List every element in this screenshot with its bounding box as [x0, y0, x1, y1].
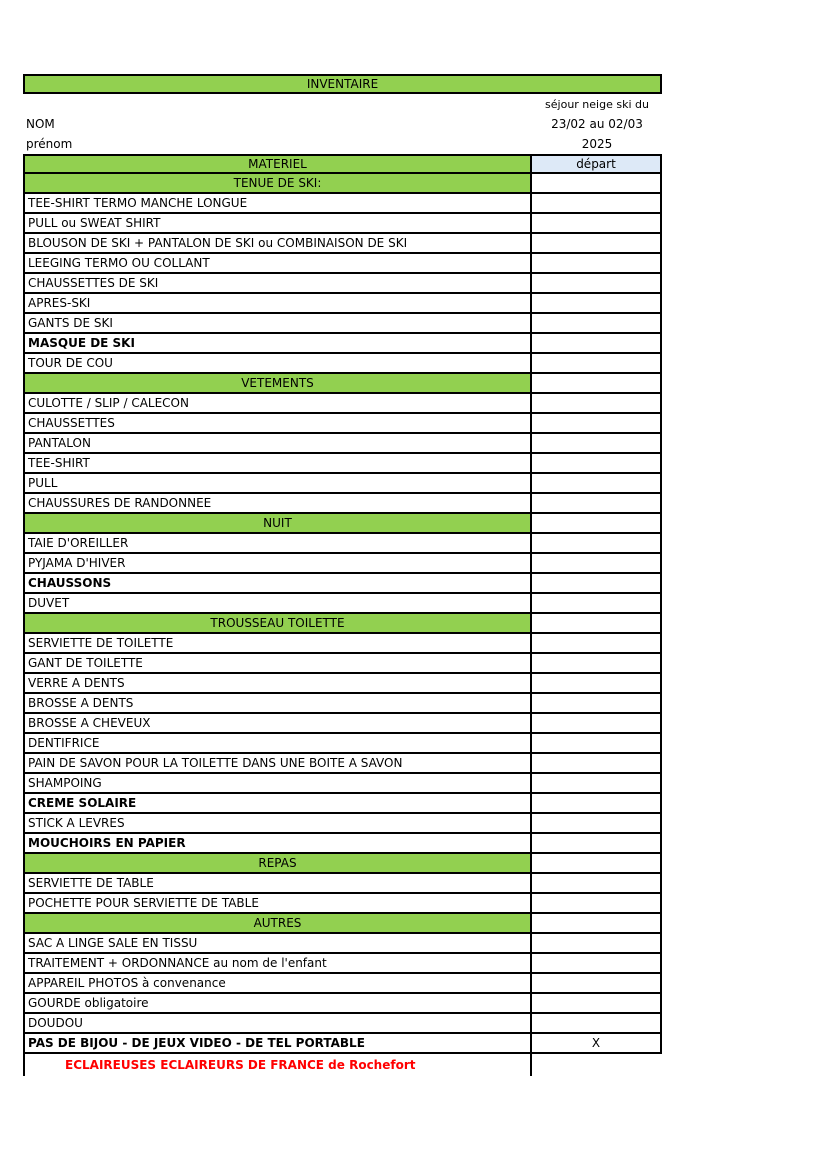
sejour-line-2: 23/02 au 02/03: [551, 117, 643, 131]
item-row: [23, 794, 662, 814]
depart-check-cell[interactable]: [532, 294, 662, 314]
item-row: [23, 654, 662, 674]
depart-check-cell[interactable]: [532, 374, 662, 394]
depart-header: départ: [532, 154, 662, 174]
item-label: DUVET: [23, 594, 532, 614]
depart-check-cell[interactable]: [532, 554, 662, 574]
item-label: SERVIETTE DE TABLE: [23, 874, 532, 894]
item-row: [23, 414, 662, 434]
item-label: CHAUSSETTES: [23, 414, 532, 434]
item-row: [23, 974, 662, 994]
page-title: INVENTAIRE: [25, 76, 660, 92]
item-label: CHAUSSONS: [23, 574, 532, 594]
item-row: [23, 314, 662, 334]
item-row: [23, 1014, 662, 1034]
item-row: [23, 294, 662, 314]
depart-check-cell[interactable]: [532, 834, 662, 854]
depart-check-cell[interactable]: [532, 334, 662, 354]
depart-check-cell[interactable]: [532, 754, 662, 774]
section-label: REPAS: [23, 854, 532, 874]
item-label: MASQUE DE SKI: [23, 334, 532, 354]
item-label: TAIE D'OREILLER: [23, 534, 532, 554]
item-label: GANT DE TOILETTE: [23, 654, 532, 674]
depart-check-cell[interactable]: [532, 674, 662, 694]
item-row: [23, 214, 662, 234]
section-header-row: [23, 914, 662, 934]
inventory-rows: [23, 174, 662, 1054]
depart-check-cell[interactable]: [532, 954, 662, 974]
section-header-row: [23, 514, 662, 534]
depart-check-cell[interactable]: [532, 514, 662, 534]
depart-check-cell[interactable]: [532, 194, 662, 214]
item-label: SAC A LINGE SALE EN TISSU: [23, 934, 532, 954]
item-label: TRAITEMENT + ORDONNANCE au nom de l'enfant: [23, 954, 532, 974]
depart-check-cell[interactable]: X: [532, 1034, 662, 1054]
depart-check-cell[interactable]: [532, 494, 662, 514]
depart-check-cell[interactable]: [532, 434, 662, 454]
item-row: [23, 254, 662, 274]
item-label: SERVIETTE DE TOILETTE: [23, 634, 532, 654]
item-row: [23, 714, 662, 734]
depart-check-cell[interactable]: [532, 794, 662, 814]
item-label: DENTIFRICE: [23, 734, 532, 754]
depart-check-cell[interactable]: [532, 814, 662, 834]
item-label: VERRE A DENTS: [23, 674, 532, 694]
column-header-row: [23, 154, 662, 174]
depart-check-cell[interactable]: [532, 634, 662, 654]
item-row: [23, 834, 662, 854]
item-label: CHAUSSETTES DE SKI: [23, 274, 532, 294]
depart-check-cell[interactable]: [532, 214, 662, 234]
depart-check-cell[interactable]: [532, 574, 662, 594]
item-row: [23, 454, 662, 474]
depart-check-cell[interactable]: [532, 854, 662, 874]
depart-check-cell[interactable]: [532, 354, 662, 374]
item-label: MOUCHOIRS EN PAPIER: [23, 834, 532, 854]
section-label: TROUSSEAU TOILETTE: [23, 614, 532, 634]
item-row: [23, 194, 662, 214]
depart-check-cell[interactable]: [532, 694, 662, 714]
inventory-sheet: [23, 74, 662, 1076]
item-row: [23, 674, 662, 694]
item-row: [23, 934, 662, 954]
section-label: NUIT: [23, 514, 532, 534]
item-label: PULL: [23, 474, 532, 494]
section-header-row: [23, 614, 662, 634]
item-label: PYJAMA D'HIVER: [23, 554, 532, 574]
depart-check-cell[interactable]: [532, 234, 662, 254]
depart-check-cell[interactable]: [532, 974, 662, 994]
section-header-row: [23, 374, 662, 394]
depart-check-cell[interactable]: [532, 734, 662, 754]
item-row: [23, 1034, 662, 1054]
item-label: GOURDE obligatoire: [23, 994, 532, 1014]
section-label: TENUE DE SKI:: [23, 174, 532, 194]
item-row: [23, 354, 662, 374]
footer-row: [23, 1054, 662, 1076]
item-label: STICK A LEVRES: [23, 814, 532, 834]
item-label: TOUR DE COU: [23, 354, 532, 374]
item-row: [23, 774, 662, 794]
item-row: [23, 634, 662, 654]
depart-check-cell[interactable]: [532, 174, 662, 194]
item-row: [23, 554, 662, 574]
depart-check-cell[interactable]: [532, 894, 662, 914]
section-header-row: [23, 854, 662, 874]
depart-check-cell[interactable]: [532, 394, 662, 414]
item-label: CULOTTE / SLIP / CALECON: [23, 394, 532, 414]
section-header-row: [23, 174, 662, 194]
item-row: [23, 394, 662, 414]
item-row: [23, 954, 662, 974]
item-row: [23, 434, 662, 454]
depart-check-cell[interactable]: [532, 994, 662, 1014]
depart-check-cell[interactable]: [532, 874, 662, 894]
depart-check-cell[interactable]: [532, 1014, 662, 1034]
item-row: [23, 494, 662, 514]
nom-row: [23, 114, 662, 134]
item-label: APRES-SKI: [23, 294, 532, 314]
item-row: [23, 994, 662, 1014]
item-label: TEE-SHIRT TERMO MANCHE LONGUE: [23, 194, 532, 214]
item-row: [23, 534, 662, 554]
depart-check-cell[interactable]: [532, 414, 662, 434]
item-label: BROSSE A DENTS: [23, 694, 532, 714]
section-label: VETEMENTS: [23, 374, 532, 394]
depart-check-cell[interactable]: [532, 714, 662, 734]
item-label: LEEGING TERMO OU COLLANT: [23, 254, 532, 274]
depart-check-cell[interactable]: [532, 914, 662, 934]
footer-empty-cell: [532, 1054, 662, 1076]
item-label: BROSSE A CHEVEUX: [23, 714, 532, 734]
item-row: [23, 234, 662, 254]
depart-check-cell[interactable]: [532, 534, 662, 554]
footer-org: ECLAIREUSES ECLAIREURS DE FRANCE de Rochefort: [23, 1054, 532, 1076]
empty-cell: [23, 94, 532, 114]
item-label: PAIN DE SAVON POUR LA TOILETTE DANS UNE BOITE A SAVON: [23, 754, 532, 774]
section-label: AUTRES: [23, 914, 532, 934]
item-label: CHAUSSURES DE RANDONNEE: [23, 494, 532, 514]
item-label: PULL ou SWEAT SHIRT: [23, 214, 532, 234]
nom-label: NOM: [26, 117, 55, 131]
title-row: [23, 74, 662, 94]
sejour-line-3: 2025: [581, 137, 613, 151]
sejour-row-1: [23, 94, 662, 114]
item-label: GANTS DE SKI: [23, 314, 532, 334]
item-label: PAS DE BIJOU - DE JEUX VIDEO - DE TEL PORTABLE: [23, 1034, 532, 1054]
item-row: [23, 814, 662, 834]
item-label: TEE-SHIRT: [23, 454, 532, 474]
item-row: [23, 894, 662, 914]
item-row: [23, 274, 662, 294]
depart-check-cell[interactable]: [532, 774, 662, 794]
item-label: POCHETTE POUR SERVIETTE DE TABLE: [23, 894, 532, 914]
item-label: SHAMPOING: [23, 774, 532, 794]
item-row: [23, 574, 662, 594]
item-label: APPAREIL PHOTOS à convenance: [23, 974, 532, 994]
depart-check-cell[interactable]: [532, 934, 662, 954]
item-row: [23, 474, 662, 494]
item-row: [23, 334, 662, 354]
sejour-line-1: séjour neige ski du: [545, 97, 649, 111]
item-label: DOUDOU: [23, 1014, 532, 1034]
depart-check-cell[interactable]: [532, 254, 662, 274]
item-row: [23, 694, 662, 714]
depart-check-cell[interactable]: [532, 454, 662, 474]
item-row: [23, 594, 662, 614]
item-label: BLOUSON DE SKI + PANTALON DE SKI ou COMBINAISON DE SKI: [23, 234, 532, 254]
prenom-label: prénom: [26, 137, 73, 151]
item-row: [23, 874, 662, 894]
item-label: CREME SOLAIRE: [23, 794, 532, 814]
depart-check-cell[interactable]: [532, 614, 662, 634]
materiel-header: MATERIEL: [23, 154, 532, 174]
depart-check-cell[interactable]: [532, 654, 662, 674]
depart-check-cell[interactable]: [532, 274, 662, 294]
depart-check-cell[interactable]: [532, 314, 662, 334]
item-label: PANTALON: [23, 434, 532, 454]
prenom-row: [23, 134, 662, 154]
depart-check-cell[interactable]: [532, 474, 662, 494]
item-row: [23, 734, 662, 754]
depart-check-cell[interactable]: [532, 594, 662, 614]
item-row: [23, 754, 662, 774]
